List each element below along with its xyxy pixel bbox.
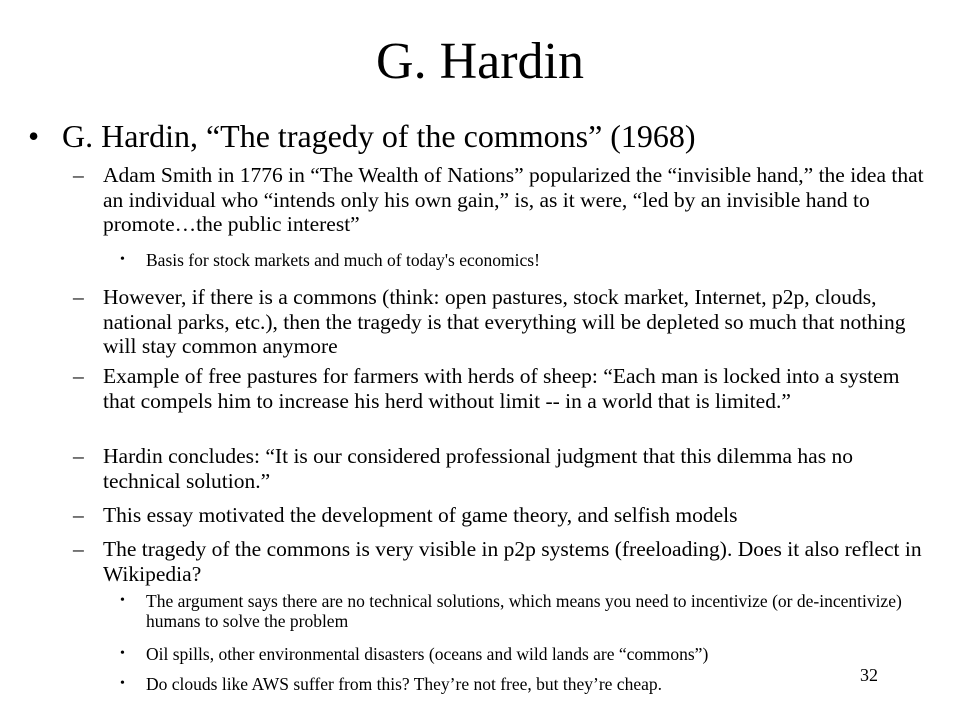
bullet-icon: •: [28, 118, 40, 154]
sub-sub-bullet-argument: [120, 591, 930, 631]
dash-icon: –: [73, 503, 84, 527]
bullet-icon: •: [120, 593, 125, 608]
sub-bullet-smith: [73, 163, 933, 237]
sub-sub-bullet-markets-text: Basis for stock markets and much of today's economics!: [146, 250, 540, 270]
sub-sub-bullet-markets: [120, 250, 930, 270]
sub-bullet-visible-text: The tragedy of the commons is very visible in p2p systems (freeloading). Does it also reflect in Wikipedia?: [103, 537, 922, 586]
sub-sub-bullet-oil-text: Oil spills, other environmental disasters (oceans and wild lands are “commons”): [146, 644, 709, 664]
bullet-icon: •: [120, 676, 125, 691]
sub-sub-bullet-aws-text: Do clouds like AWS suffer from this? They’re not free, but they’re cheap.: [146, 674, 662, 694]
sub-bullet-concludes-text: Hardin concludes: “It is our considered professional judgment that this dilemma has no technical solution.”: [103, 444, 853, 493]
page-number: 32: [860, 665, 878, 685]
sub-sub-bullet-aws: [120, 674, 930, 694]
sub-bullet-essay-text: This essay motivated the development of game theory, and selfish models: [103, 503, 738, 527]
dash-icon: –: [73, 444, 84, 468]
bullet-icon: •: [120, 252, 125, 267]
sub-bullet-essay: [73, 503, 933, 528]
bullet-icon: •: [120, 646, 125, 661]
sub-bullet-concludes: [73, 444, 933, 493]
sub-bullet-visible: [73, 537, 933, 586]
dash-icon: –: [73, 285, 84, 309]
sub-bullet-however-text: However, if there is a commons (think: open pastures, stock market, Internet, p2p, clouds, national parks, etc.), then the tragedy is that everything will be depleted so much that nothing will stay common anymore: [103, 285, 906, 358]
sub-bullet-example: [73, 364, 933, 413]
sub-bullet-example-text: Example of free pastures for farmers with herds of sheep: “Each man is locked into a system that compels him to increase his herd without limit -- in a world that is limited.”: [103, 364, 900, 413]
sub-sub-bullet-oil: [120, 644, 930, 664]
main-bullet: [28, 116, 938, 156]
main-bullet-text: G. Hardin, “The tragedy of the commons” (1968): [62, 118, 696, 154]
sub-bullet-however: [73, 285, 933, 359]
dash-icon: –: [73, 163, 84, 187]
sub-sub-bullet-argument-text: The argument says there are no technical solutions, which means you need to incentivize (or de-incentivize) humans to solve the problem: [146, 591, 902, 631]
sub-bullet-smith-text: Adam Smith in 1776 in “The Wealth of Nations” popularized the “invisible hand,” the idea that an individual who “intends only his own gain,” is, as it were, “led by an invisible hand to promote…the public interest”: [103, 163, 924, 236]
dash-icon: –: [73, 537, 84, 561]
dash-icon: –: [73, 364, 84, 388]
slide-title: G. Hardin: [376, 33, 584, 90]
